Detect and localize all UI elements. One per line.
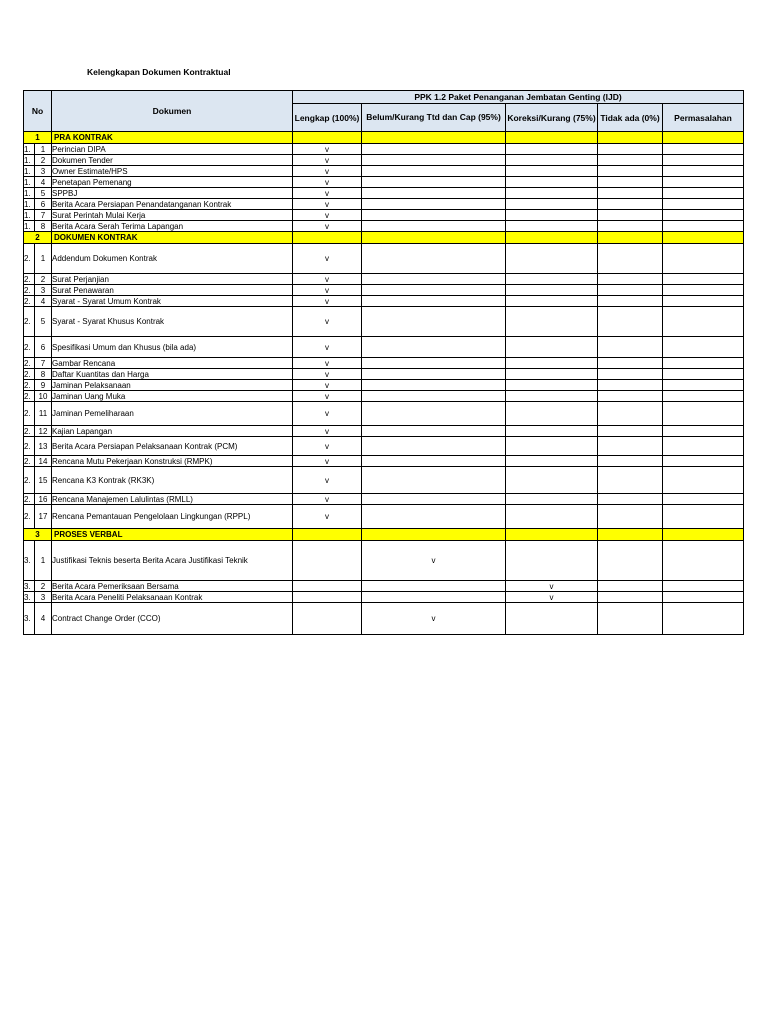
tidak-ada-cell	[598, 274, 663, 285]
koreksi-mark	[506, 144, 598, 155]
section-empty-cell	[293, 529, 362, 541]
table-row	[24, 244, 744, 274]
row-number-major: 1.	[24, 177, 35, 188]
koreksi-mark: v	[506, 581, 598, 592]
document-name: Berita Acara Persiapan Penandatanganan Kontrak	[52, 199, 293, 210]
row-number-minor: 13	[35, 437, 52, 456]
header-tidak-ada: Tidak ada (0%)	[598, 104, 663, 132]
koreksi-mark	[506, 244, 598, 274]
row-number-major: 1.	[24, 210, 35, 221]
row-number-minor: 1	[35, 244, 52, 274]
row-number-minor: 3	[35, 285, 52, 296]
row-number-major: 2.	[24, 307, 35, 337]
section-empty-cell	[663, 529, 744, 541]
row-number-minor: 15	[35, 467, 52, 494]
row-number-minor: 6	[35, 199, 52, 210]
document-name: SPPBJ	[52, 188, 293, 199]
section-empty-cell	[293, 232, 362, 244]
belum-mark	[362, 285, 506, 296]
tidak-ada-cell	[598, 541, 663, 581]
document-name: Rencana Manajemen Lalulintas (RMLL)	[52, 494, 293, 505]
tidak-ada-cell	[598, 581, 663, 592]
row-number-major: 2.	[24, 380, 35, 391]
lengkap-mark: v	[293, 296, 362, 307]
tidak-ada-cell	[598, 177, 663, 188]
koreksi-mark	[506, 603, 598, 635]
tidak-ada-cell	[598, 603, 663, 635]
table-row	[24, 541, 744, 581]
table-row	[24, 467, 744, 494]
table-row	[24, 144, 744, 155]
permasalahan-cell	[663, 437, 744, 456]
table-row	[24, 177, 744, 188]
lengkap-mark	[293, 541, 362, 581]
document-name: Berita Acara Pemeriksaan Bersama	[52, 581, 293, 592]
permasalahan-cell	[663, 337, 744, 358]
belum-mark	[362, 456, 506, 467]
belum-mark	[362, 369, 506, 380]
permasalahan-cell	[663, 426, 744, 437]
document-name: Jaminan Uang Muka	[52, 391, 293, 402]
section-empty-cell	[506, 232, 598, 244]
koreksi-mark	[506, 188, 598, 199]
table-row	[24, 456, 744, 467]
table-row	[24, 199, 744, 210]
header-belum: Belum/Kurang Ttd dan Cap (95%)	[362, 104, 506, 132]
row-number-minor: 5	[35, 307, 52, 337]
row-number-major: 2.	[24, 494, 35, 505]
koreksi-mark	[506, 307, 598, 337]
row-number-major: 3.	[24, 541, 35, 581]
table-row	[24, 380, 744, 391]
belum-mark	[362, 166, 506, 177]
section-number: 1	[24, 132, 52, 144]
row-number-major: 2.	[24, 426, 35, 437]
section-empty-cell	[506, 132, 598, 144]
section-empty-cell	[362, 232, 506, 244]
row-number-major: 2.	[24, 274, 35, 285]
row-number-major: 1.	[24, 221, 35, 232]
row-number-major: 1.	[24, 166, 35, 177]
section-row	[24, 232, 744, 244]
lengkap-mark: v	[293, 380, 362, 391]
koreksi-mark	[506, 274, 598, 285]
belum-mark: v	[362, 541, 506, 581]
row-number-minor: 7	[35, 210, 52, 221]
table-row	[24, 155, 744, 166]
lengkap-mark	[293, 592, 362, 603]
lengkap-mark: v	[293, 391, 362, 402]
table-row	[24, 437, 744, 456]
permasalahan-cell	[663, 307, 744, 337]
section-empty-cell	[362, 529, 506, 541]
document-name: Jaminan Pelaksanaan	[52, 380, 293, 391]
permasalahan-cell	[663, 358, 744, 369]
koreksi-mark	[506, 166, 598, 177]
permasalahan-cell	[663, 505, 744, 529]
document-name: Contract Change Order (CCO)	[52, 603, 293, 635]
belum-mark	[362, 467, 506, 494]
koreksi-mark	[506, 467, 598, 494]
tidak-ada-cell	[598, 494, 663, 505]
row-number-major: 2.	[24, 456, 35, 467]
table-row	[24, 188, 744, 199]
lengkap-mark: v	[293, 177, 362, 188]
document-name: Gambar Rencana	[52, 358, 293, 369]
document-name: Dokumen Tender	[52, 155, 293, 166]
lengkap-mark: v	[293, 210, 362, 221]
belum-mark	[362, 426, 506, 437]
table-row	[24, 494, 744, 505]
document-name: Surat Perintah Mulai Kerja	[52, 210, 293, 221]
document-name: Rencana Mutu Pekerjaan Konstruksi (RMPK)	[52, 456, 293, 467]
row-number-minor: 2	[35, 274, 52, 285]
lengkap-mark: v	[293, 426, 362, 437]
table-row	[24, 369, 744, 380]
tidak-ada-cell	[598, 456, 663, 467]
document-name: Perincian DIPA	[52, 144, 293, 155]
koreksi-mark	[506, 541, 598, 581]
document-name: Berita Acara Peneliti Pelaksanaan Kontrak	[52, 592, 293, 603]
section-empty-cell	[506, 529, 598, 541]
document-name: Kajian Lapangan	[52, 426, 293, 437]
row-number-major: 2.	[24, 467, 35, 494]
koreksi-mark	[506, 380, 598, 391]
permasalahan-cell	[663, 244, 744, 274]
permasalahan-cell	[663, 541, 744, 581]
tidak-ada-cell	[598, 505, 663, 529]
section-row	[24, 132, 744, 144]
koreksi-mark	[506, 437, 598, 456]
table-row	[24, 166, 744, 177]
lengkap-mark: v	[293, 285, 362, 296]
header-no: No	[24, 91, 52, 132]
permasalahan-cell	[663, 369, 744, 380]
tidak-ada-cell	[598, 592, 663, 603]
section-empty-cell	[598, 232, 663, 244]
belum-mark	[362, 437, 506, 456]
lengkap-mark	[293, 581, 362, 592]
lengkap-mark	[293, 603, 362, 635]
row-number-minor: 7	[35, 358, 52, 369]
section-number: 2	[24, 232, 52, 244]
tidak-ada-cell	[598, 144, 663, 155]
header-group: PPK 1.2 Paket Penanganan Jembatan Genting (IJD)	[293, 91, 744, 104]
permasalahan-cell	[663, 391, 744, 402]
row-number-major: 2.	[24, 505, 35, 529]
row-number-minor: 17	[35, 505, 52, 529]
tidak-ada-cell	[598, 210, 663, 221]
permasalahan-cell	[663, 221, 744, 232]
table-row	[24, 505, 744, 529]
belum-mark	[362, 402, 506, 426]
row-number-minor: 1	[35, 541, 52, 581]
belum-mark	[362, 391, 506, 402]
row-number-minor: 14	[35, 456, 52, 467]
belum-mark	[362, 592, 506, 603]
section-empty-cell	[362, 132, 506, 144]
permasalahan-cell	[663, 285, 744, 296]
permasalahan-cell	[663, 188, 744, 199]
tidak-ada-cell	[598, 369, 663, 380]
row-number-minor: 9	[35, 380, 52, 391]
document-name: Addendum Dokumen Kontrak	[52, 244, 293, 274]
belum-mark	[362, 188, 506, 199]
table-row	[24, 274, 744, 285]
lengkap-mark: v	[293, 199, 362, 210]
checklist-table	[23, 90, 744, 635]
section-empty-cell	[598, 529, 663, 541]
koreksi-mark: v	[506, 592, 598, 603]
table-row	[24, 296, 744, 307]
lengkap-mark: v	[293, 437, 362, 456]
row-number-minor: 8	[35, 221, 52, 232]
lengkap-mark: v	[293, 274, 362, 285]
tidak-ada-cell	[598, 358, 663, 369]
table-row	[24, 603, 744, 635]
permasalahan-cell	[663, 581, 744, 592]
table-row	[24, 337, 744, 358]
lengkap-mark: v	[293, 221, 362, 232]
row-number-major: 2.	[24, 296, 35, 307]
koreksi-mark	[506, 296, 598, 307]
permasalahan-cell	[663, 603, 744, 635]
koreksi-mark	[506, 369, 598, 380]
belum-mark	[362, 199, 506, 210]
table-row	[24, 221, 744, 232]
permasalahan-cell	[663, 210, 744, 221]
lengkap-mark: v	[293, 467, 362, 494]
belum-mark	[362, 505, 506, 529]
tidak-ada-cell	[598, 221, 663, 232]
koreksi-mark	[506, 426, 598, 437]
row-number-major: 3.	[24, 581, 35, 592]
row-number-minor: 11	[35, 402, 52, 426]
permasalahan-cell	[663, 296, 744, 307]
lengkap-mark: v	[293, 188, 362, 199]
koreksi-mark	[506, 285, 598, 296]
row-number-major: 2.	[24, 244, 35, 274]
section-empty-cell	[598, 132, 663, 144]
permasalahan-cell	[663, 494, 744, 505]
permasalahan-cell	[663, 274, 744, 285]
document-name: Owner Estimate/HPS	[52, 166, 293, 177]
row-number-minor: 5	[35, 188, 52, 199]
belum-mark	[362, 177, 506, 188]
row-number-minor: 8	[35, 369, 52, 380]
permasalahan-cell	[663, 177, 744, 188]
koreksi-mark	[506, 391, 598, 402]
row-number-major: 1.	[24, 155, 35, 166]
row-number-minor: 3	[35, 592, 52, 603]
row-number-major: 2.	[24, 402, 35, 426]
tidak-ada-cell	[598, 199, 663, 210]
row-number-minor: 4	[35, 177, 52, 188]
lengkap-mark: v	[293, 369, 362, 380]
permasalahan-cell	[663, 199, 744, 210]
document-name: Surat Perjanjian	[52, 274, 293, 285]
koreksi-mark	[506, 177, 598, 188]
belum-mark	[362, 274, 506, 285]
row-number-minor: 10	[35, 391, 52, 402]
tidak-ada-cell	[598, 188, 663, 199]
section-empty-cell	[293, 132, 362, 144]
koreksi-mark	[506, 155, 598, 166]
belum-mark	[362, 221, 506, 232]
table-row	[24, 402, 744, 426]
row-number-major: 2.	[24, 285, 35, 296]
row-number-minor: 16	[35, 494, 52, 505]
document-name: Daftar Kuantitas dan Harga	[52, 369, 293, 380]
tidak-ada-cell	[598, 307, 663, 337]
document-name: Berita Acara Serah Terima Lapangan	[52, 221, 293, 232]
row-number-major: 2.	[24, 358, 35, 369]
koreksi-mark	[506, 358, 598, 369]
koreksi-mark	[506, 199, 598, 210]
document-name: Syarat - Syarat Khusus Kontrak	[52, 307, 293, 337]
tidak-ada-cell	[598, 166, 663, 177]
lengkap-mark: v	[293, 307, 362, 337]
row-number-minor: 4	[35, 296, 52, 307]
belum-mark	[362, 144, 506, 155]
document-name: Surat Penawaran	[52, 285, 293, 296]
row-number-major: 2.	[24, 391, 35, 402]
tidak-ada-cell	[598, 155, 663, 166]
permasalahan-cell	[663, 456, 744, 467]
row-number-major: 1.	[24, 199, 35, 210]
table-row	[24, 426, 744, 437]
tidak-ada-cell	[598, 244, 663, 274]
koreksi-mark	[506, 210, 598, 221]
section-title: PROSES VERBAL	[52, 529, 293, 541]
lengkap-mark: v	[293, 358, 362, 369]
row-number-minor: 12	[35, 426, 52, 437]
lengkap-mark: v	[293, 155, 362, 166]
permasalahan-cell	[663, 467, 744, 494]
document-name: Syarat - Syarat Umum Kontrak	[52, 296, 293, 307]
permasalahan-cell	[663, 166, 744, 177]
lengkap-mark: v	[293, 166, 362, 177]
belum-mark	[362, 494, 506, 505]
row-number-major: 3.	[24, 603, 35, 635]
belum-mark: v	[362, 603, 506, 635]
section-title: PRA KONTRAK	[52, 132, 293, 144]
belum-mark	[362, 210, 506, 221]
koreksi-mark	[506, 221, 598, 232]
belum-mark	[362, 581, 506, 592]
tidak-ada-cell	[598, 437, 663, 456]
table-row	[24, 358, 744, 369]
row-number-major: 2.	[24, 337, 35, 358]
belum-mark	[362, 155, 506, 166]
row-number-minor: 1	[35, 144, 52, 155]
tidak-ada-cell	[598, 380, 663, 391]
lengkap-mark: v	[293, 456, 362, 467]
permasalahan-cell	[663, 155, 744, 166]
tidak-ada-cell	[598, 391, 663, 402]
belum-mark	[362, 244, 506, 274]
table-row	[24, 210, 744, 221]
koreksi-mark	[506, 456, 598, 467]
belum-mark	[362, 380, 506, 391]
permasalahan-cell	[663, 144, 744, 155]
row-number-minor: 2	[35, 155, 52, 166]
lengkap-mark: v	[293, 244, 362, 274]
table-row	[24, 391, 744, 402]
row-number-major: 1.	[24, 188, 35, 199]
tidak-ada-cell	[598, 296, 663, 307]
section-row	[24, 529, 744, 541]
tidak-ada-cell	[598, 467, 663, 494]
header-dokumen: Dokumen	[52, 91, 293, 132]
section-number: 3	[24, 529, 52, 541]
koreksi-mark	[506, 494, 598, 505]
permasalahan-cell	[663, 380, 744, 391]
table-row	[24, 581, 744, 592]
document-name: Spesifikasi Umum dan Khusus (bila ada)	[52, 337, 293, 358]
lengkap-mark: v	[293, 337, 362, 358]
section-title: DOKUMEN KONTRAK	[52, 232, 293, 244]
section-empty-cell	[663, 132, 744, 144]
table-row	[24, 307, 744, 337]
header-permasalahan: Permasalahan	[663, 104, 744, 132]
table-row	[24, 285, 744, 296]
koreksi-mark	[506, 337, 598, 358]
table-row	[24, 592, 744, 603]
row-number-major: 2.	[24, 437, 35, 456]
lengkap-mark: v	[293, 144, 362, 155]
section-empty-cell	[663, 232, 744, 244]
belum-mark	[362, 296, 506, 307]
row-number-major: 1.	[24, 144, 35, 155]
belum-mark	[362, 337, 506, 358]
row-number-minor: 4	[35, 603, 52, 635]
permasalahan-cell	[663, 592, 744, 603]
tidak-ada-cell	[598, 337, 663, 358]
lengkap-mark: v	[293, 494, 362, 505]
document-name: Jaminan Pemeliharaan	[52, 402, 293, 426]
row-number-major: 3.	[24, 592, 35, 603]
lengkap-mark: v	[293, 402, 362, 426]
tidak-ada-cell	[598, 285, 663, 296]
lengkap-mark: v	[293, 505, 362, 529]
row-number-minor: 6	[35, 337, 52, 358]
koreksi-mark	[506, 505, 598, 529]
document-name: Penetapan Pemenang	[52, 177, 293, 188]
row-number-minor: 2	[35, 581, 52, 592]
document-title: Kelengkapan Dokumen Kontraktual	[87, 67, 231, 77]
belum-mark	[362, 358, 506, 369]
row-number-minor: 3	[35, 166, 52, 177]
tidak-ada-cell	[598, 402, 663, 426]
document-name: Rencana K3 Kontrak (RK3K)	[52, 467, 293, 494]
document-name: Justifikasi Teknis beserta Berita Acara Justifikasi Teknik	[52, 541, 293, 581]
tidak-ada-cell	[598, 426, 663, 437]
document-name: Rencana Pemantauan Pengelolaan Lingkungan (RPPL)	[52, 505, 293, 529]
belum-mark	[362, 307, 506, 337]
document-name: Berita Acara Persiapan Pelaksanaan Kontrak (PCM)	[52, 437, 293, 456]
header-koreksi: Koreksi/Kurang (75%)	[506, 104, 598, 132]
permasalahan-cell	[663, 402, 744, 426]
row-number-major: 2.	[24, 369, 35, 380]
header-lengkap: Lengkap (100%)	[293, 104, 362, 132]
koreksi-mark	[506, 402, 598, 426]
